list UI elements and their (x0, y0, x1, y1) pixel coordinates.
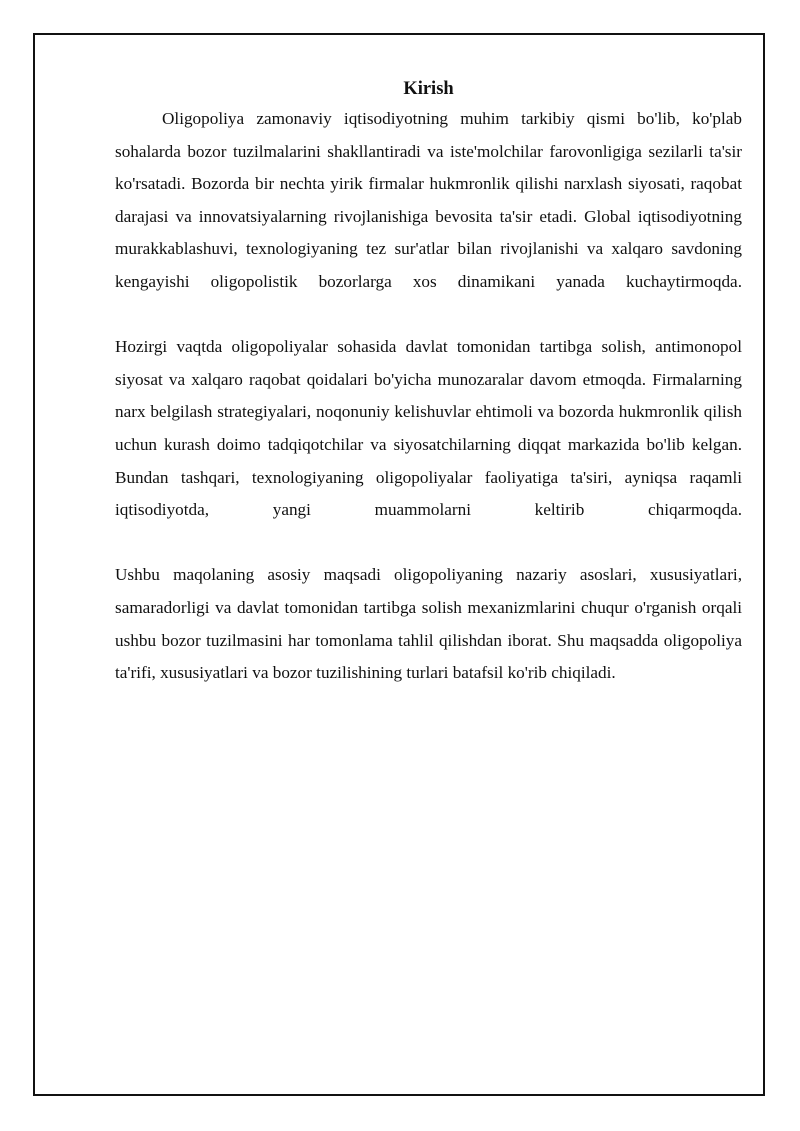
paragraph-spacer (115, 299, 742, 332)
paragraph-purpose: Ushbu maqolaning asosiy maqsadi oligopoliyaning nazariy asoslari, xususiyatlari, samaradorligi va davlat tomonidan tartibga solish mexanizmlarini chuqur o'rganish orqali ushbu bozor tuzilmasini har tomonlama tahlil qilishdan iborat. Shu maqsadda oligopoliya ta'rifi, xususiyatlari va bozor tuzilishining turlari batafsil ko'rib chiqiladi. (115, 565, 742, 683)
document-body (115, 75, 742, 690)
paragraph-spacer (115, 527, 742, 560)
section-title: Kirish (403, 79, 454, 99)
paragraph-intro: Oligopoliya zamonaviy iqtisodiyotning muhim tarkibiy qismi bo'lib, ko'plab sohalarda bozor tuzilmalarini shakllantiradi va iste'molchilar farovonligiga sezilarli ta'sir ko'rsatadi. Bozorda bir nechta yirik firmalar hukmronlik qilishi narxlash siyosati, raqobat darajasi va innovatsiyalarning rivojlanishiga bevosita ta'sir etadi. Global iqtisodiyotning murakkablashuvi, texnologiyaning tez sur'atlar bilan rivojlanishi va xalqaro savdoning kengayishi oligopolistik bozorlarga xos dinamikani yanada kuchaytirmoqda. (115, 109, 742, 291)
paragraph-regulation: Hozirgi vaqtda oligopoliyalar sohasida davlat tomonidan tartibga solish, antimonopol siyosat va xalqaro raqobat qoidalari bo'yicha munozaralar davom etmoqda. Firmalarning narx belgilash strategiyalari, noqonuniy kelishuvlar ehtimoli va bozorda hukmronlik qilish uchun kurash doimo tadqiqotchilar va siyosatchilarning diqqat markazida bo'lib kelgan. Bundan tashqari, texnologiyaning oligopoliyalar faoliyatiga ta'siri, ayniqsa raqamli iqtisodiyotda, yangi muammolarni keltirib chiqarmoqda. (115, 337, 742, 520)
